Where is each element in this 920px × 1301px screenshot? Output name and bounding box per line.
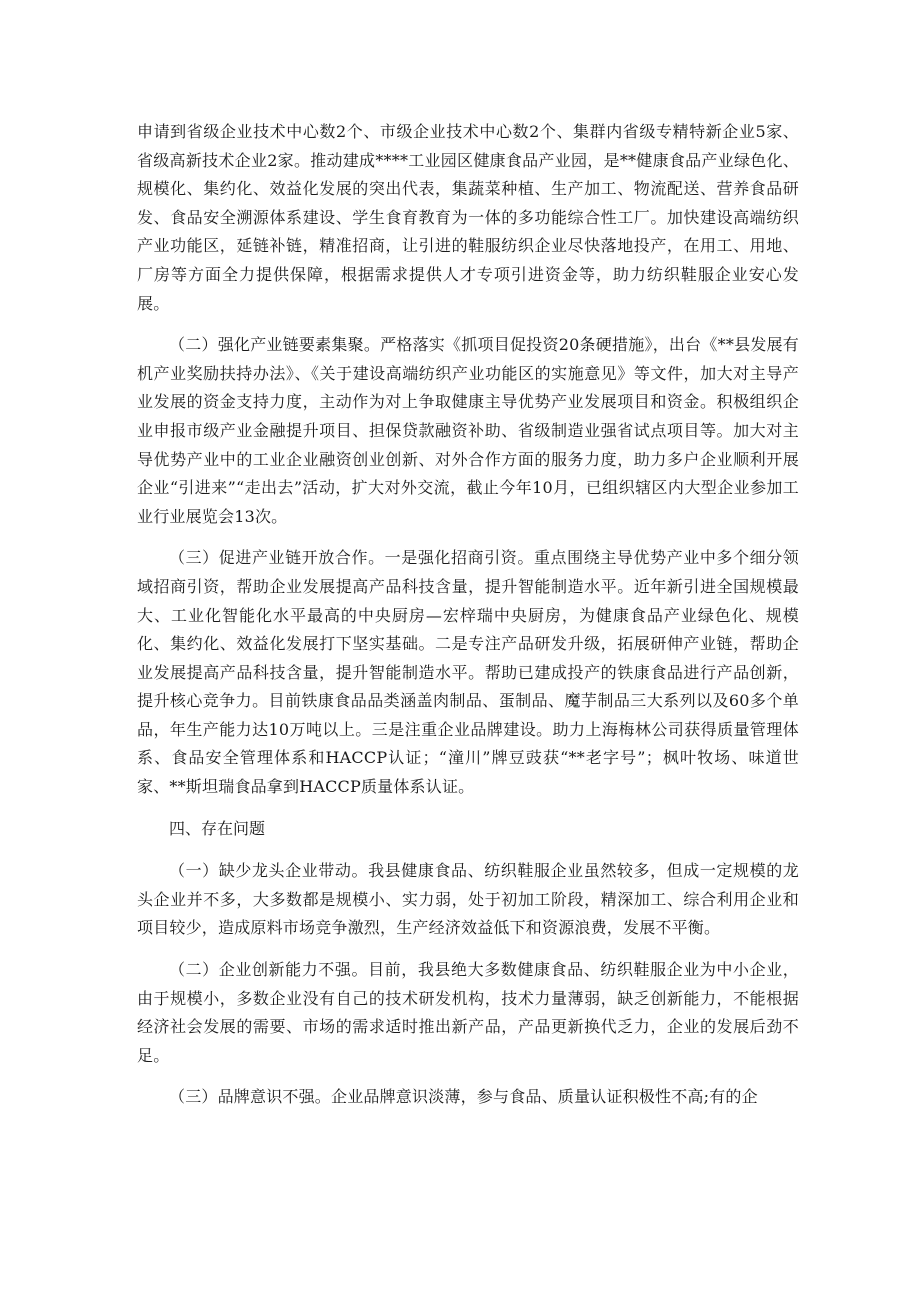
paragraph-problem-3: （三）品牌意识不强。企业品牌意识淡薄，参与食品、质量认证积极性不高;有的企 — [169, 1087, 758, 1107]
document-page — [137, 118, 799, 1125]
paragraph-problem-2: （二）企业创新能力不强。目前，我县绝大多数健康食品、纺织鞋服企业为中小企业，由于规模小，多数企业没有自己的技术研发机构，技术力量薄弱，缺乏创新能力，不能根据经济社会发展的需要、市场的需求适时推出新产品，产品更新换代乏力，企业的发展后劲不足。 — [137, 960, 799, 1065]
paragraph-section-3: （三）促进产业链开放合作。一是强化招商引资。重点围绕主导优势产业中多个细分领域招商引资，帮助企业发展提高产品科技含量，提升智能制造水平。近年新引进全国规模最大、工业化智能化水平最高的中央厨房—宏梓瑞中央厨房，为健康食品产业绿色化、规模化、集约化、效益化发展打下坚实基础。二是专注产品研发升级，拓展研伸产业链，帮助企业发展提高产品科技含量，提升智能制造水平。帮助已建成投产的铁康食品进行产品创新，提升核心竞争力。目前铁康食品品类涵盖肉制品、蛋制品、魔芋制品三大系列以及60多个单品，年生产能力达10万吨以上。三是注重企业品牌建设。助力上海梅林公司获得质量管理体系、食品安全管理体系和HACCP认证；“潼川”牌豆豉获“**老字号”；枫叶牧场、味道世家、**斯坦瑞食品拿到HACCP质量体系认证。 — [137, 548, 799, 797]
paragraph-problem-1: （一）缺少龙头企业带动。我县健康食品、纺织鞋服企业虽然较多，但成一定规模的龙头企业并不多，大多数都是规模小、实力弱，处于初加工阶段，精深加工、综合利用企业和项目较少，造成原料市场竞争激烈，生产经济效益低下和资源浪费，发展不平衡。 — [137, 861, 799, 938]
paragraph-section-2: （二）强化产业链要素集聚。严格落实《抓项目促投资20条硬措施》，出台《**县发展有机产业奖励扶持办法》、《关于建设高端纺织产业功能区的实施意见》等文件，加大对主导产业发展的资金支持力度，主动作为对上争取健康主导优势产业发展项目和资金。积极组织企业申报市级产业金融提升项目、担保贷款融资补助、省级制造业强省试点项目等。加大对主导优势产业中的工业企业融资创业创新、对外合作方面的服务力度，助力多户企业顺利开展企业“引进来”“走出去”活动，扩大对外交流，截止今年10月，已组织辖区内大型企业参加工业行业展览会13次。 — [137, 335, 799, 526]
section-heading-problems: 四、存在问题 — [169, 818, 266, 838]
paragraph-continuation: 申请到省级企业技术中心数2个、市级企业技术中心数2个、集群内省级专精特新企业5家、省级高新技术企业2家。推动建成****工业园区健康食品产业园，是**健康食品产业绿色化、规模化、集约化、效益化发展的突出代表，集蔬菜种植、生产加工、物流配送、营养食品研发、食品安全溯源体系建设、学生食育教育为一体的多功能综合性工厂。加快建设高端纺织产业功能区，延链补链，精准招商，让引进的鞋服纺织企业尽快落地投产，在用工、用地、厂房等方面全力提供保障，根据需求提供人才专项引进资金等，助力纺织鞋服企业安心发展。 — [137, 122, 799, 313]
